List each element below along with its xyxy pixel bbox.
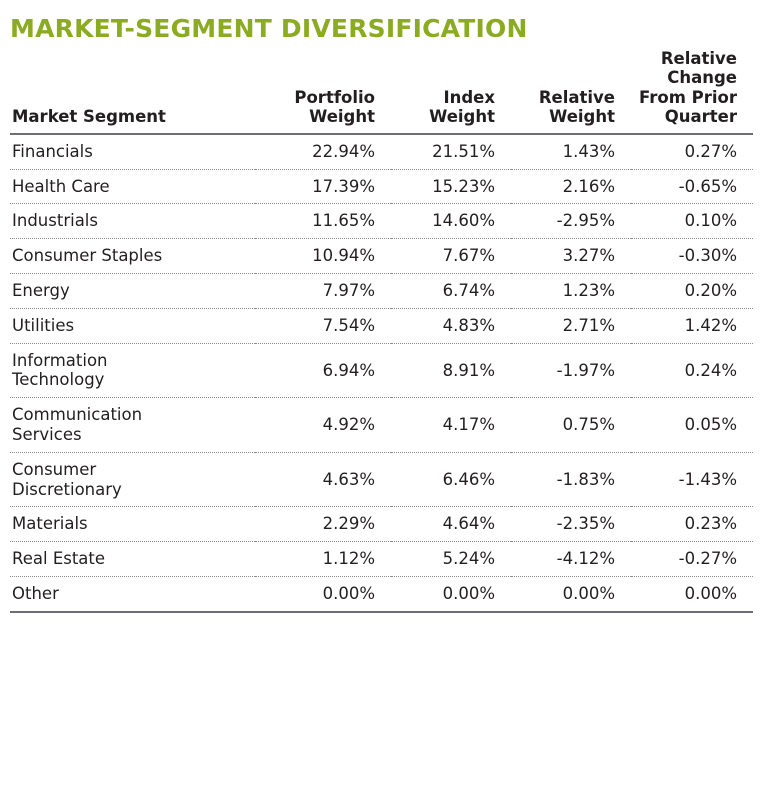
segment-label-line-1: Consumer: [12, 459, 97, 479]
segment-label-line-1: Health Care: [12, 176, 110, 196]
segment-label-line-1: Industrials: [12, 211, 98, 231]
segment-label-line-1: Real Estate: [12, 549, 106, 569]
cell-relative-weight: -1.97%: [511, 343, 631, 398]
cell-index-weight: 4.83%: [391, 308, 511, 343]
segment-label-line-1: Other: [12, 584, 59, 604]
cell-segment: [10, 239, 255, 274]
column-header-portfolio-weight-line-1: Portfolio: [294, 87, 375, 107]
column-header-portfolio-weight-line-2: Weight: [309, 107, 375, 127]
cell-portfolio-weight: 7.97%: [255, 274, 391, 309]
cell-index-weight: 7.67%: [391, 239, 511, 274]
cell-portfolio-weight: 17.39%: [255, 169, 391, 204]
cell-relative-change: 0.23%: [631, 507, 753, 542]
cell-portfolio-weight: 7.54%: [255, 308, 391, 343]
cell-index-weight: 4.64%: [391, 507, 511, 542]
table-row: [10, 169, 753, 204]
segment-label-line-1: Materials: [12, 514, 88, 534]
cell-relative-change: 1.42%: [631, 308, 753, 343]
market-segment-table: [10, 49, 753, 613]
cell-portfolio-weight: 1.12%: [255, 542, 391, 577]
cell-relative-change: -0.27%: [631, 542, 753, 577]
cell-relative-change: 0.05%: [631, 398, 753, 453]
cell-portfolio-weight: 0.00%: [255, 577, 391, 612]
cell-portfolio-weight: 10.94%: [255, 239, 391, 274]
segment-label-line-2: Services: [12, 425, 82, 445]
cell-portfolio-weight: 11.65%: [255, 204, 391, 239]
table-header: [10, 49, 753, 134]
cell-relative-change: -0.30%: [631, 239, 753, 274]
cell-segment: [10, 507, 255, 542]
cell-relative-weight: 2.71%: [511, 308, 631, 343]
segment-label-line-1: Communication: [12, 405, 143, 425]
column-header-relative-change-line-3: From Prior: [639, 87, 737, 107]
cell-segment: [10, 542, 255, 577]
column-header-index-weight-line-1: Index: [443, 87, 495, 107]
column-header-relative-weight-line-1: Relative: [538, 87, 615, 107]
cell-index-weight: 21.51%: [391, 134, 511, 169]
cell-portfolio-weight: 22.94%: [255, 134, 391, 169]
table-row: [10, 239, 753, 274]
cell-relative-weight: -2.95%: [511, 204, 631, 239]
cell-relative-weight: -1.83%: [511, 452, 631, 507]
column-header-portfolio-weight: [255, 49, 391, 134]
cell-relative-weight: -2.35%: [511, 507, 631, 542]
cell-relative-change: -1.43%: [631, 452, 753, 507]
cell-relative-weight: 0.00%: [511, 577, 631, 612]
segment-label-line-2: Discretionary: [12, 479, 122, 499]
cell-index-weight: 8.91%: [391, 343, 511, 398]
cell-relative-change: 0.10%: [631, 204, 753, 239]
cell-index-weight: 4.17%: [391, 398, 511, 453]
cell-portfolio-weight: 4.63%: [255, 452, 391, 507]
table-row: [10, 204, 753, 239]
segment-label-line-1: Financials: [12, 141, 93, 161]
table-row: [10, 398, 753, 453]
cell-relative-change: 0.00%: [631, 577, 753, 612]
cell-index-weight: 6.46%: [391, 452, 511, 507]
column-header-relative-change: [631, 49, 753, 134]
cell-segment: [10, 169, 255, 204]
cell-portfolio-weight: 6.94%: [255, 343, 391, 398]
cell-relative-weight: -4.12%: [511, 542, 631, 577]
cell-relative-change: 0.27%: [631, 134, 753, 169]
segment-label-line-2: Technology: [12, 370, 105, 390]
table-row: [10, 274, 753, 309]
column-header-relative-change-line-4: Quarter: [664, 107, 737, 127]
table-row: [10, 452, 753, 507]
cell-segment: [10, 343, 255, 398]
segment-label-line-1: Consumer Staples: [12, 246, 163, 266]
table-row: [10, 542, 753, 577]
segment-label-line-1: Energy: [12, 281, 70, 301]
cell-index-weight: 14.60%: [391, 204, 511, 239]
column-header-market-segment: [10, 49, 255, 134]
cell-relative-change: 0.24%: [631, 343, 753, 398]
table-row: [10, 507, 753, 542]
table-body: [10, 134, 753, 612]
cell-relative-change: -0.65%: [631, 169, 753, 204]
cell-segment: [10, 452, 255, 507]
column-header-index-weight: [391, 49, 511, 134]
cell-portfolio-weight: 2.29%: [255, 507, 391, 542]
cell-segment: [10, 398, 255, 453]
column-header-relative-change-line-2: Change: [667, 68, 737, 88]
cell-relative-weight: 1.23%: [511, 274, 631, 309]
table-row: [10, 308, 753, 343]
cell-relative-weight: 0.75%: [511, 398, 631, 453]
cell-index-weight: 6.74%: [391, 274, 511, 309]
cell-index-weight: 15.23%: [391, 169, 511, 204]
cell-segment: [10, 308, 255, 343]
page-title: MARKET-SEGMENT DIVERSIFICATION: [10, 14, 528, 43]
cell-segment: [10, 204, 255, 239]
cell-relative-weight: 2.16%: [511, 169, 631, 204]
segment-label-line-1: Information: [12, 350, 108, 370]
column-header-index-weight-line-2: Weight: [429, 107, 495, 127]
cell-relative-weight: 1.43%: [511, 134, 631, 169]
table-row: [10, 343, 753, 398]
segment-label-line-1: Utilities: [12, 315, 75, 335]
table-header-row: [10, 49, 753, 134]
cell-segment: [10, 134, 255, 169]
cell-index-weight: 5.24%: [391, 542, 511, 577]
table-row: [10, 577, 753, 612]
cell-index-weight: 0.00%: [391, 577, 511, 612]
column-header-relative-weight-line-2: Weight: [549, 107, 615, 127]
cell-relative-weight: 3.27%: [511, 239, 631, 274]
cell-segment: [10, 577, 255, 612]
cell-portfolio-weight: 4.92%: [255, 398, 391, 453]
cell-relative-change: 0.20%: [631, 274, 753, 309]
table-row: [10, 134, 753, 169]
column-header-relative-change-line-1: Relative: [660, 49, 737, 68]
cell-segment: [10, 274, 255, 309]
column-header-market-segment-line-1: Market Segment: [12, 107, 166, 127]
column-header-relative-weight: [511, 49, 631, 134]
